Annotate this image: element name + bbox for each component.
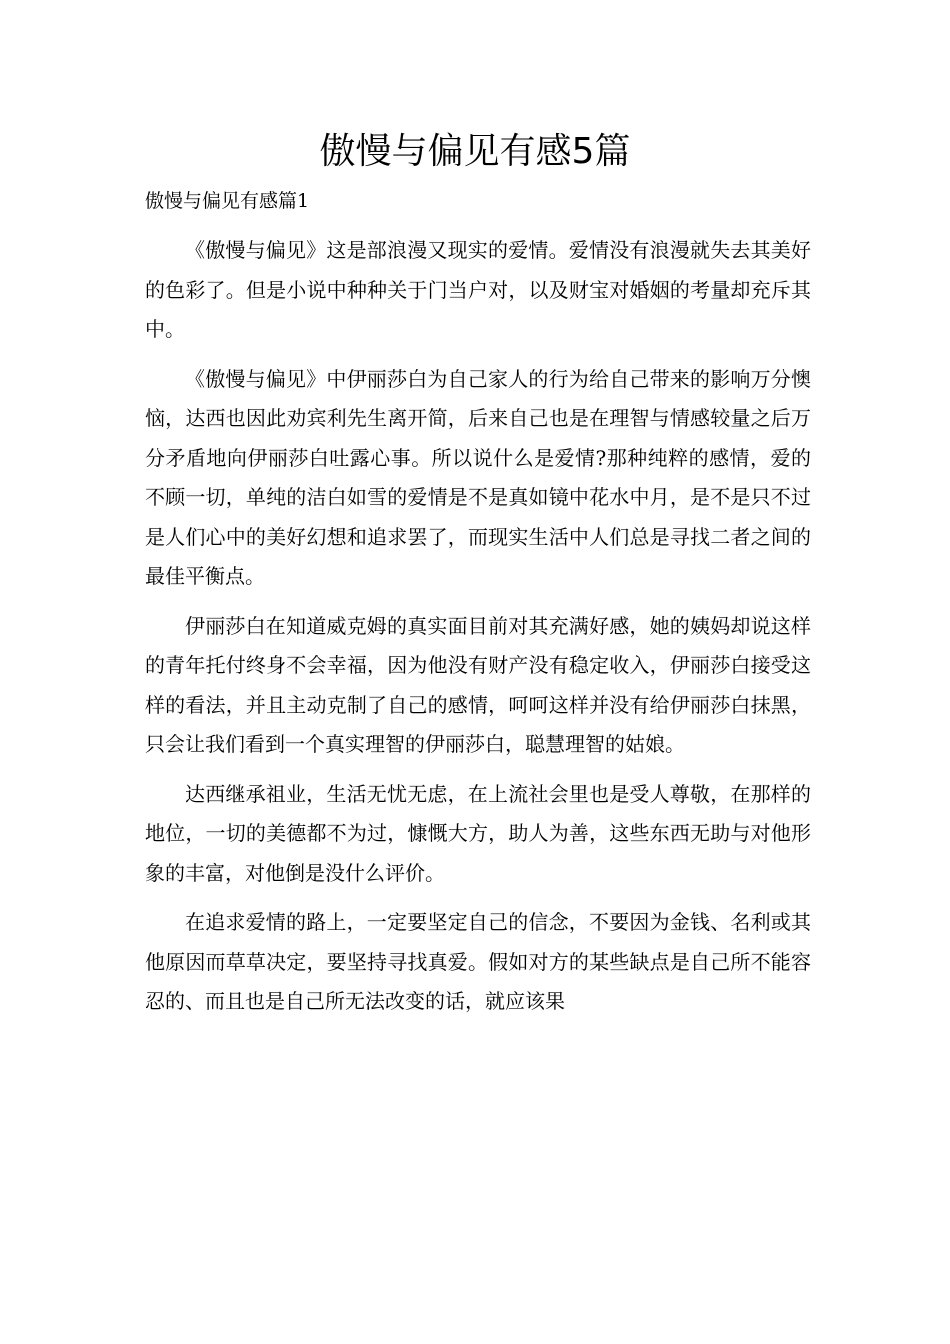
paragraph-4: 达西继承祖业，生活无忧无虑，在上流社会里也是受人尊敬，在那样的地位，一切的美德都不为过，慷慨大方，助人为善，这些东西无助与对他形象的丰富，对他倒是没什么评价。 [145,781,811,885]
paragraph-1: 《傲慢与偏见》这是部浪漫又现实的爱情。爱情没有浪漫就失去其美好的色彩了。但是小说中种种关于门当户对，以及财宝对婚姻的考量却充斥其中。 [145,238,811,341]
paragraph-3: 伊丽莎白在知道威克姆的真实面目前对其充满好感，她的姨妈却说这样的青年托付终身不会幸福，因为他没有财产没有稳定收入，伊丽莎白接受这样的看法，并且主动克制了自己的感情，呵呵这样并没有给伊丽莎白抹黑，只会让我们看到一个真实理智的伊丽莎白，聪慧理智的姑娘。 [145,613,811,756]
paragraph-5: 在追求爱情的路上，一定要坚定自己的信念，不要因为金钱、名利或其他原因而草草决定，要坚持寻找真爱。假如对方的某些缺点是自己所不能容忍的、而且也是自己所无法改变的话，就应该果 [145,910,811,1013]
document-body [145,231,811,1022]
document-title: 傲慢与偏见有感5篇 [319,131,631,172]
section-heading: 傲慢与偏见有感篇1 [145,190,310,212]
paragraph-2: 《傲慢与偏见》中伊丽莎白为自己家人的行为给自己带来的影响万分懊恼，达西也因此劝宾利先生离开简，后来自己也是在理智与情感较量之后万分矛盾地向伊丽莎白吐露心事。所以说什么是爱情?那种纯粹的感情，爱的不顾一切，单纯的洁白如雪的爱情是不是真如镜中花水中月，是不是只不过是人们心中的美好幻想和追求罢了，而现实生活中人们总是寻找二者之间的最佳平衡点。 [145,366,811,588]
